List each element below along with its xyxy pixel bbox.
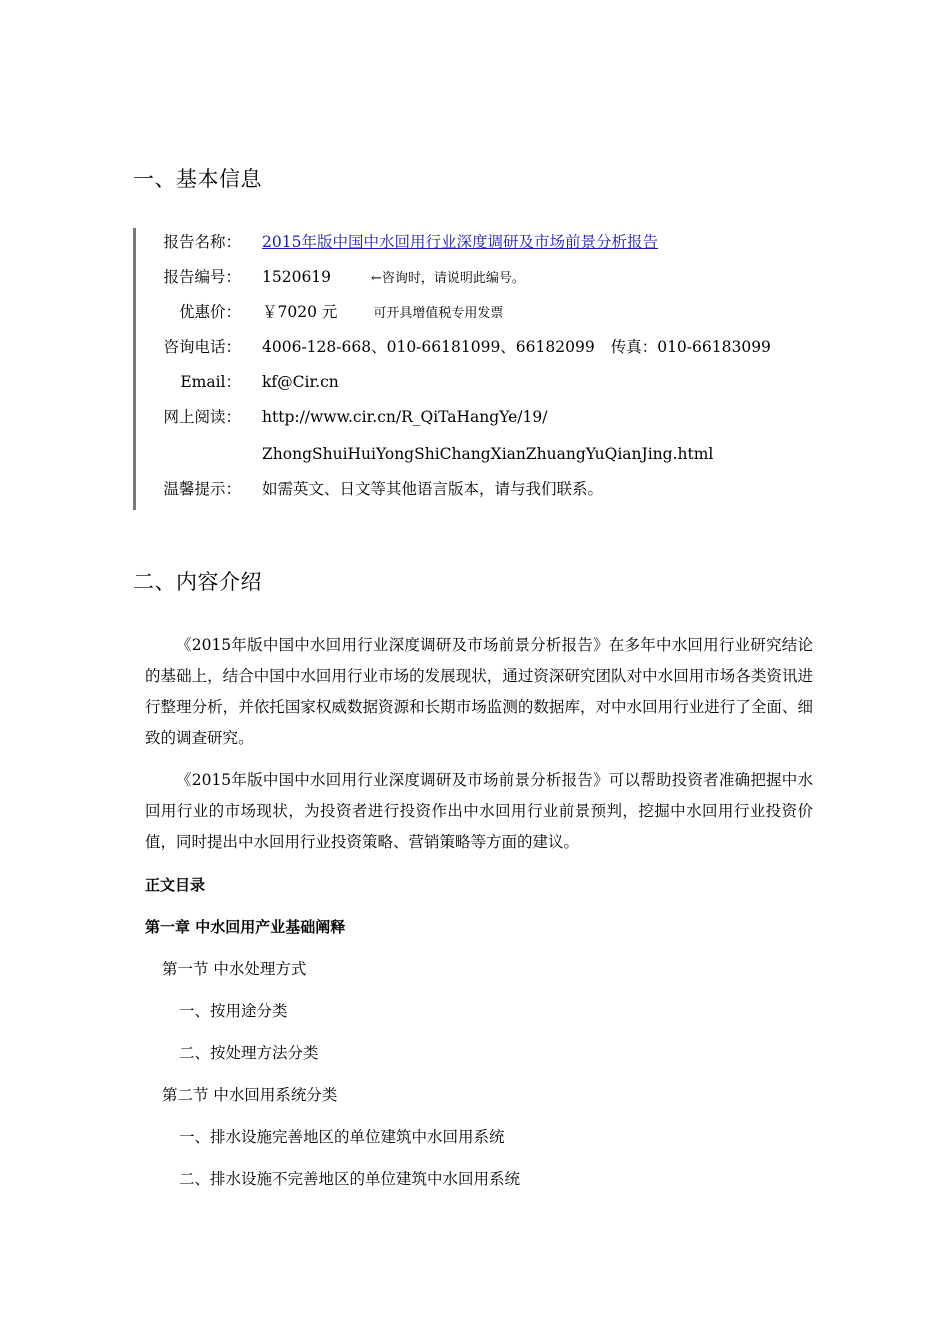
fax-value: 传真：010-66183099 — [610, 338, 771, 356]
info-row-tip — [136, 476, 826, 502]
invoice-note: 可开具增值税专用发票 — [373, 306, 504, 321]
intro-paragraph-1: 《2015年版中国中水回用行业深度调研及市场前景分析报告》在多年中水回用行业研究结论的基础上，结合中国中水回用行业市场的发展现状，通过资深研究团队对中水回用市场各类资讯进行整理分析，并依托国家权威数据资源和长期市场监测的数据库，对中水回用行业进行了全面、细致的调查研究。 — [145, 636, 813, 747]
email-value[interactable]: kf@Cir.cn — [262, 373, 339, 391]
info-row-online — [136, 404, 826, 430]
section-title-content-intro: 二、内容介绍 — [133, 570, 262, 594]
report-id-value: 1520619 — [262, 268, 332, 286]
online-label: 网上阅读： — [163, 408, 241, 426]
toc-section-2[interactable]: 第二节 中水回用系统分类 — [162, 1086, 338, 1104]
toc-item-1-2[interactable]: 二、按处理方法分类 — [179, 1044, 319, 1062]
report-id-value-group — [262, 264, 525, 292]
info-row-phone — [136, 334, 826, 360]
phone-value: 4006-128-668、010-66181099、66182099 — [262, 338, 595, 356]
report-name-link[interactable]: 2015年版中国中水回用行业深度调研及市场前景分析报告 — [262, 233, 658, 251]
info-row-price — [136, 299, 826, 325]
email-label: Email： — [180, 373, 241, 391]
toc-item-1-1[interactable]: 一、按用途分类 — [179, 1002, 288, 1020]
price-value-group — [262, 299, 503, 327]
toc-item-2-1[interactable]: 一、排水设施完善地区的单位建筑中水回用系统 — [179, 1128, 505, 1146]
toc-chapter-1[interactable]: 第一章 中水回用产业基础阐释 — [145, 918, 346, 936]
toc-item-2-2[interactable]: 二、排水设施不完善地区的单位建筑中水回用系统 — [179, 1170, 521, 1188]
price-label: 优惠价： — [178, 303, 241, 321]
info-row-report-id — [136, 264, 826, 290]
price-value: ￥7020 元 — [262, 303, 338, 321]
tip-value: 如需英文、日文等其他语言版本，请与我们联系。 — [262, 480, 604, 498]
toc-section-1[interactable]: 第一节 中水处理方式 — [162, 960, 307, 978]
phone-label: 咨询电话： — [163, 338, 241, 356]
report-id-label: 报告编号： — [163, 268, 241, 286]
report-name-label: 报告名称： — [163, 233, 241, 251]
online-url-line2[interactable]: ZhongShuiHuiYongShiChangXianZhuangYuQianJing.html — [262, 445, 714, 463]
tip-label: 温馨提示： — [163, 480, 241, 498]
info-box — [133, 228, 826, 510]
intro-paragraph-2: 《2015年版中国中水回用行业深度调研及市场前景分析报告》可以帮助投资者准确把握中水回用行业的市场现状，为投资者进行投资作出中水回用行业前景预判，挖掘中水回用行业投资价值，同时提出中水回用行业投资策略、营销策略等方面的建议。 — [145, 771, 813, 851]
info-row-email — [136, 369, 826, 395]
toc-heading: 正文目录 — [145, 876, 206, 894]
info-row-online-cont — [136, 441, 826, 467]
info-row-report-name — [136, 229, 826, 255]
report-id-note: ←咨询时，请说明此编号。 — [371, 271, 525, 286]
phone-value-group — [262, 334, 771, 360]
section-title-basic-info: 一、基本信息 — [133, 167, 262, 191]
online-url-line1[interactable]: http://www.cir.cn/R_QiTaHangYe/19/ — [262, 408, 548, 426]
